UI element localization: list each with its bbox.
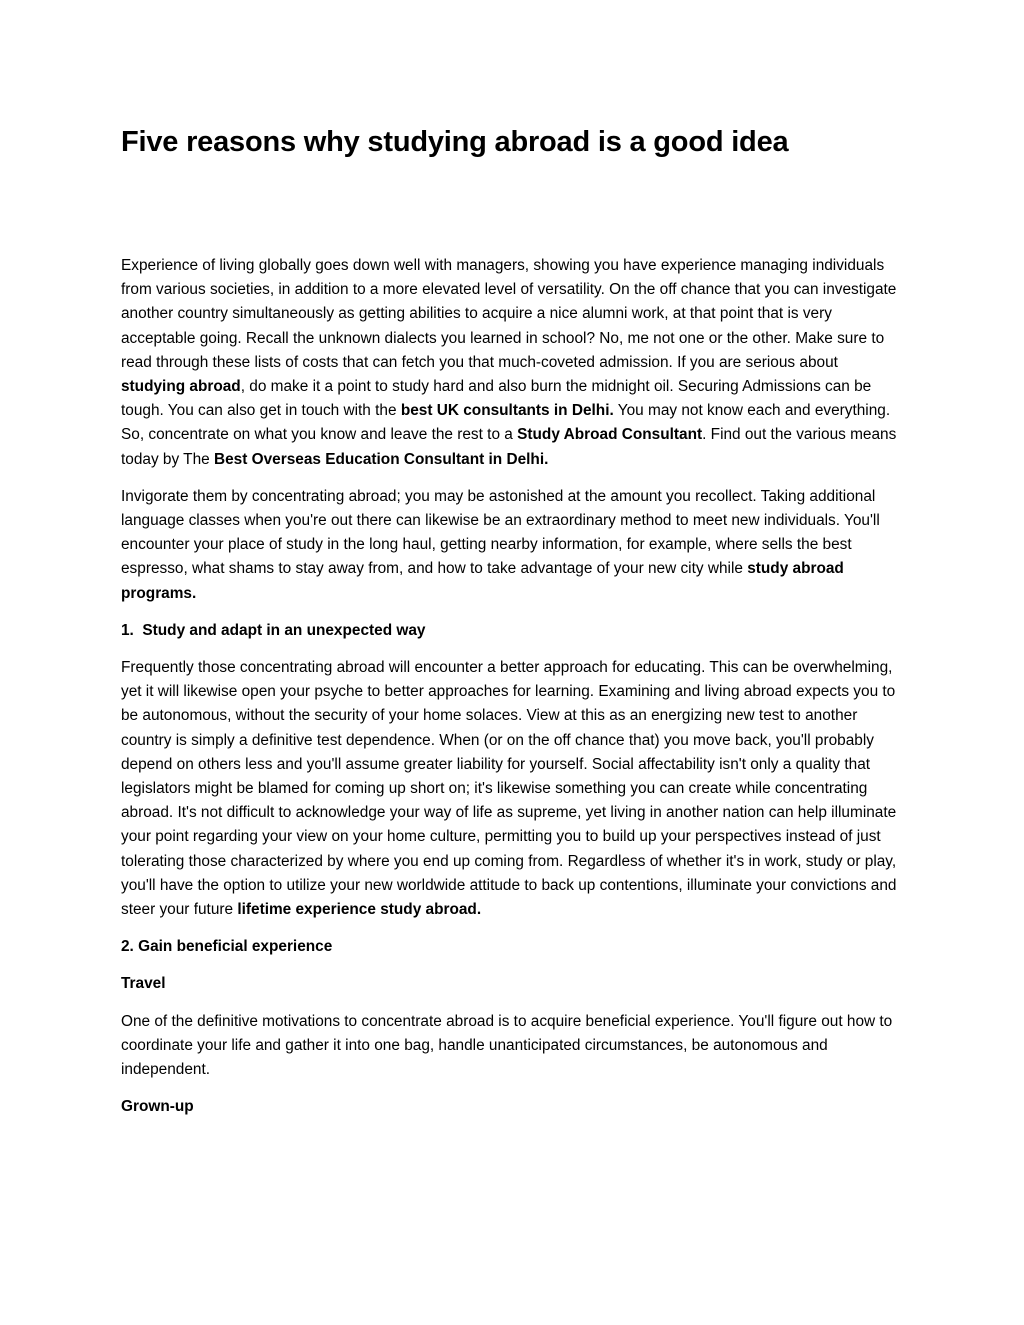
fourth-paragraph: One of the definitive motivations to concentrate abroad is to acquire beneficial experience. You'll figure out how to coordinate your life and gather it into one bag, handle unanticipated circumstances, be autonomous and independent. [121, 1012, 893, 1079]
bold-phrase-study-abroad-programs: study abroad programs. [121, 560, 844, 602]
bold-phrase-uk-consultants: best UK consultants in Delhi. [400, 402, 614, 420]
page-title: Five reasons why studying abroad is a good idea [121, 126, 789, 158]
section-heading-1: 1. Study and adapt in an unexpected way [121, 621, 426, 639]
second-paragraph [121, 485, 905, 606]
paragraph-text: , do make it a point to study hard and also burn the midnight oil. Securing Admissions can be tough. You can also get in touch with the [121, 378, 872, 420]
subheading-grown-up: Grown-up [121, 1098, 194, 1116]
intro-paragraph [121, 254, 905, 472]
paragraph-text: Invigorate them by concentrating abroad; you may be astonished at the amount you recollect. Taking additional language classes when you're out there can likewise be an extraordinary method to meet new individuals. You'll encounter your place of study in the long haul, getting nearby information, for example, where sells the best espresso, what shams to stay away from, and how to take advantage of your new city while [121, 487, 880, 578]
paragraph-text: Experience of living globally goes down well with managers, showing you have experience managing individuals from various societies, in addition to a more elevated level of versatility. On the off chance that you can investigate another country simultaneously as getting abilities to acquire a nice alumni work, at that point that is very acceptable going. Recall the unknown dialects you learned in school? No, me not one or the other. Make sure to read through these lists of costs that can fetch you that much-coveted admission. If you are serious about [121, 257, 897, 371]
bold-phrase-study-abroad-consultant: Study Abroad Consultant [517, 426, 703, 444]
bold-phrase-lifetime-experience: lifetime experience study abroad. [237, 901, 482, 919]
paragraph-text: . Find out the various means today by The [121, 426, 897, 468]
paragraph-text: You may not know each and everything. So, concentrate on what you know and leave the rest to a [121, 402, 891, 444]
subheading-travel: Travel [121, 975, 166, 993]
document-page [121, 122, 905, 1133]
bold-phrase-studying-abroad: studying abroad [121, 378, 241, 396]
third-paragraph [121, 656, 905, 922]
section-heading-2: 2. Gain beneficial experience [121, 938, 333, 956]
paragraph-text: Frequently those concentrating abroad will encounter a better approach for educating. This can be overwhelming, yet it will likewise open your psyche to better approaches for learning. Examining and living abroad expects you to be autonomous, without the security of your home solaces. View at this as an energizing new test to another country is simply a definitive test dependence. When (or on the off chance that) you move back, you'll probably depend on others less and you'll assume greater liability for yourself. Social affectability isn't only a quality that legislators might be blamed for coming up short on; it's likewise something you can create while concentrating abroad. It's not difficult to acknowledge your way of life as supreme, yet living in another nation can help illuminate your point regarding your view on your home culture, permitting you to build up your perspectives instead of just tolerating those characterized by where you end up coming from. Regardless of whether it's in work, study or play, you'll have the option to utilize your new worldwide attitude to back up contentions, illuminate your convictions and steer your future [121, 659, 897, 919]
bold-phrase-overseas-consultant: Best Overseas Education Consultant in Delhi. [213, 450, 549, 468]
